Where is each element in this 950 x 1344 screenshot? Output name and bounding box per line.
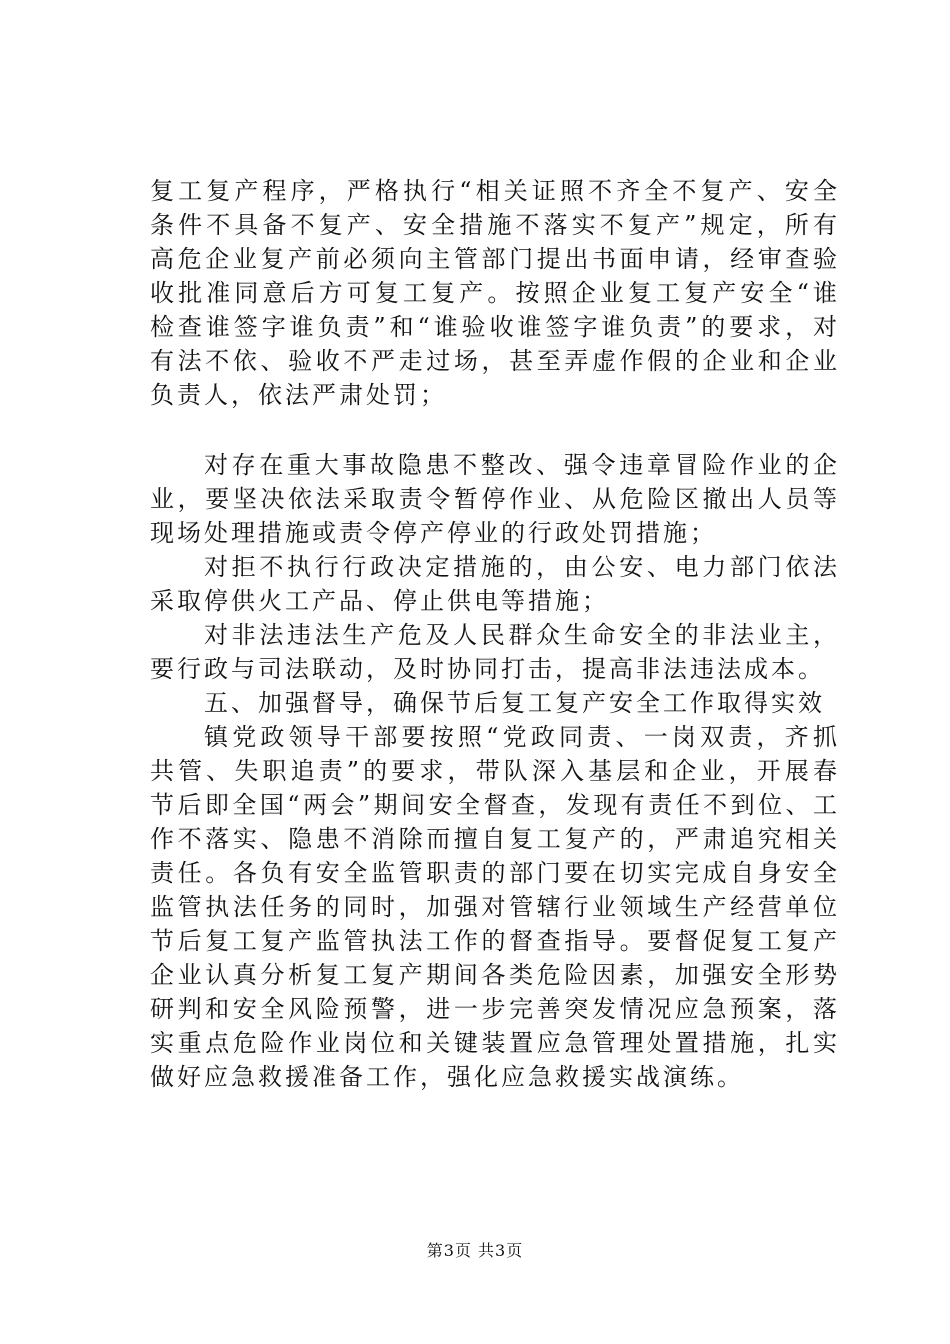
section-heading-five: 五、加强督导，确保节后复工复产安全工作取得实效 xyxy=(204,689,825,717)
paragraph-hazard-rectification: 对存在重大事故隐患不整改、强令违章冒险作业的企业，要坚决依法采取责令暂停作业、从危险区撤出人员等现场处理措施或责令停产停业的行政处罚措施； xyxy=(150,451,840,547)
page-number-footer: 第3页 共3页 xyxy=(426,1241,524,1260)
document-body xyxy=(150,174,840,1094)
paragraph-illegal-owners: 对非法违法生产危及人民群众生命安全的非法业主，要行政与司法联动，及时协同打击，提高非法违法成本。 xyxy=(150,621,840,683)
paragraph-refusal-measures: 对拒不执行行政决定措施的，由公安、电力部门依法采取停供火工产品、停止供电等措施； xyxy=(150,553,840,615)
paragraph-supervision: 镇党政领导干部要按照“党政同责、一岗双责，齐抓共管、失职追责”的要求，带队深入基层和企业，开展春节后即全国“两会”期间安全督查，发现有责任不到位、工作不落实、隐患不消除而擅自复工复产的，严肃追究相关责任。各负有安全监管职责的部门要在切实完成自身安全监管执法任务的同时，加强对管辖行业领域生产经营单位节后复工复产监管执法工作的督查指导。要督促复工复产企业认真分析复工复产期间各类危险因素，加强安全形势研判和安全风险预警，进一步完善突发情况应急预案，落实重点危险作业岗位和关键装置应急管理处置措施，扎实做好应急救援准备工作，强化应急救援实战演练。 xyxy=(150,723,840,1091)
paragraph-resumption-procedure: 复工复产程序，严格执行“相关证照不齐全不复产、安全条件不具备不复产、安全措施不落实不复产”规定，所有高危企业复产前必须向主管部门提出书面申请，经审查验收批准同意后方可复工复产。按照企业复工复产安全“谁检查谁签字谁负责”和“谁验收谁签字谁负责”的要求，对有法不依、验收不严走过场，甚至弄虚作假的企业和企业负责人，依法严肃处罚； xyxy=(150,177,840,409)
